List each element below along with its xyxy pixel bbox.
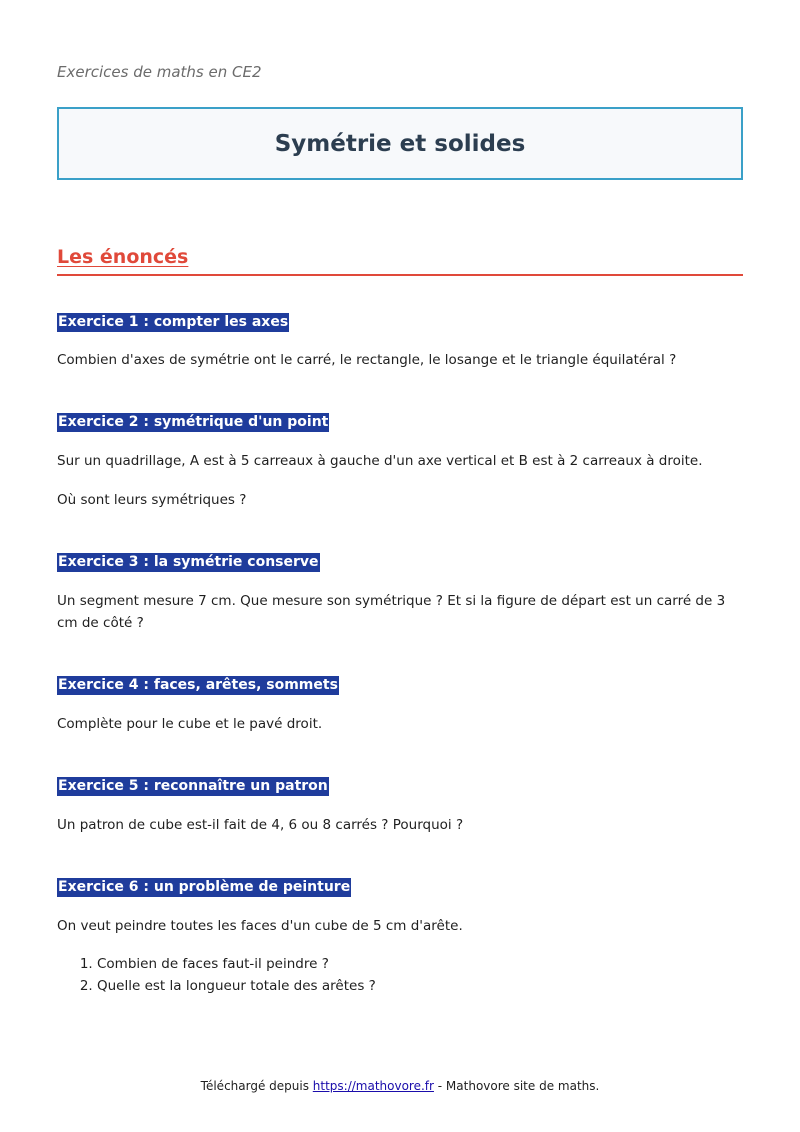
list-item: 2. Quelle est la longueur totale des arêtes ? [97,975,376,997]
exercise-1-title: Exercice 1 : compter les axes [58,314,289,330]
exercise-6-list [57,953,376,997]
list-item: 1. Combien de faces faut-il peindre ? [97,953,376,975]
exercise-3-title: Exercice 3 : la symétrie conserve [58,554,319,570]
exercise-4-title: Exercice 4 : faces, arêtes, sommets [58,677,338,693]
footer-prefix: Téléchargé depuis [200,1079,313,1093]
exercise-3-text: Un segment mesure 7 cm. Que mesure son symétrique ? Et si la figure de départ est un carré de 3 cm de côté ? [57,593,726,631]
footer-suffix: - Mathovore site de maths. [433,1079,600,1093]
page-title: Symétrie et solides [274,130,526,157]
exercise-2-text-2: Où sont leurs symétriques ? [57,492,247,508]
section-heading [57,246,743,268]
footer-link[interactable]: https://mathovore.fr [312,1079,434,1093]
exercise-2-text-1: Sur un quadrillage, A est à 5 carreaux à gauche d'un axe vertical et B est à 2 carreaux à droite. [57,453,703,469]
exercise-2-title: Exercice 2 : symétrique d'un point [58,414,329,430]
header-label: Exercices de maths en CE2 [57,63,262,81]
section-title: Les énoncés [57,246,189,268]
title-box [57,107,743,180]
exercise-5-title: Exercice 5 : reconnaître un patron [58,778,328,794]
exercise-5-text: Un patron de cube est-il fait de 4, 6 ou 8 carrés ? Pourquoi ? [57,817,464,833]
section-divider [57,274,743,276]
exercise-4-text: Complète pour le cube et le pavé droit. [57,716,323,732]
exercise-1-text: Combien d'axes de symétrie ont le carré, le rectangle, le losange et le triangle équilatéral ? [57,352,677,368]
footer [0,1079,800,1093]
exercise-6-text: On veut peindre toutes les faces d'un cube de 5 cm d'arête. [57,918,463,934]
exercise-6-title: Exercice 6 : un problème de peinture [58,879,351,895]
